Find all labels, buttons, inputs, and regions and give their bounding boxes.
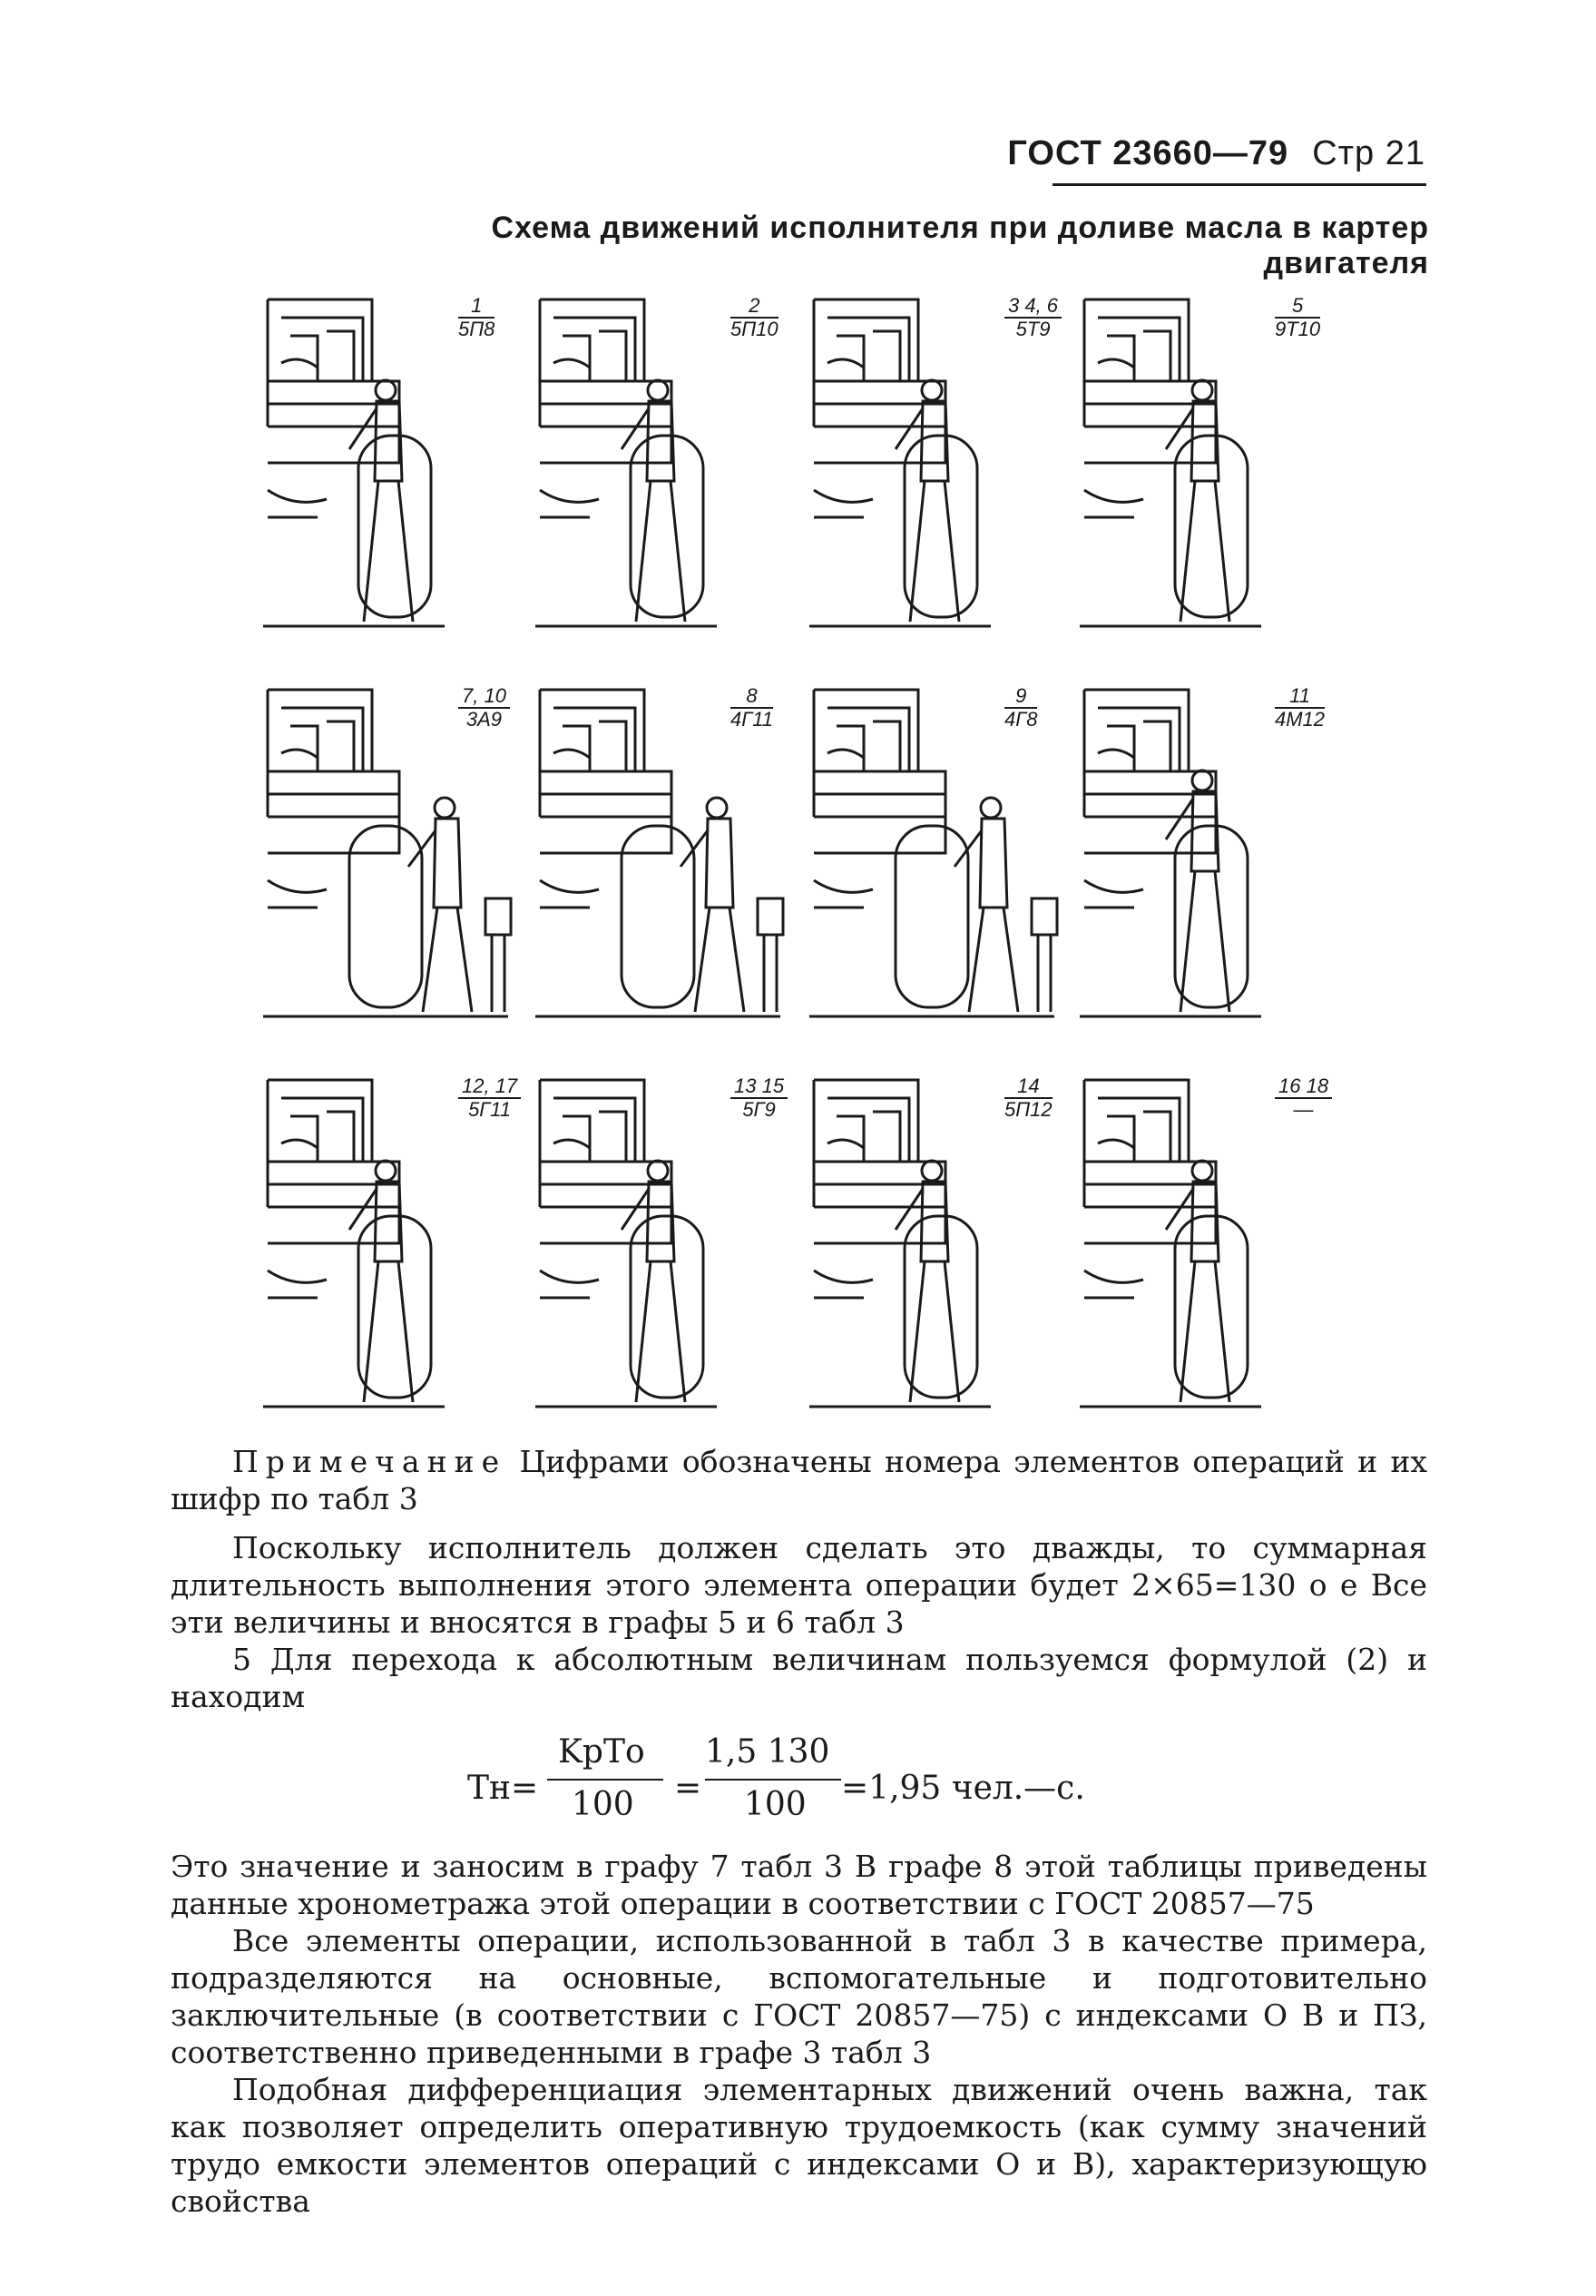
page-number: Стр 21 (1312, 134, 1425, 172)
element-numbers: 11 (1275, 685, 1325, 709)
paragraph-2: 5 Для перехода к абсолютным величинам пользуемся формулой (2) и находим (171, 1642, 1427, 1714)
element-code (1004, 685, 1037, 731)
figure-panel (1080, 672, 1343, 1035)
element-code (730, 1075, 788, 1121)
element-code (1275, 1075, 1332, 1121)
figure-panel (809, 281, 1072, 644)
element-cipher: 4М12 (1275, 708, 1326, 731)
formula-lhs: Тн= (467, 1770, 539, 1807)
element-cipher: 5Т9 (1015, 318, 1051, 340)
element-numbers: 2 (730, 295, 778, 319)
figure-panel (535, 672, 798, 1035)
element-numbers: 13 15 (730, 1075, 788, 1099)
figure-panel (263, 672, 526, 1035)
header-rule (1053, 183, 1426, 186)
formula-num2: 1,5 130 (705, 1733, 830, 1771)
element-cipher: 5Г11 (468, 1098, 512, 1121)
paragraph-4: Все элементы операции, использованной в табл 3 в качестве примера, подразделяются на основные, вспомогательные и подготовительно заключительные (в соответствии с ГОСТ 20857—75) с индексами О В и ПЗ, соответственно приведенными в графе 3 табл 3 (171, 1923, 1427, 2070)
element-code (730, 685, 773, 731)
note-body: Цифрами обозначены номера элементов операций и их шифр по табл 3 (171, 1444, 1428, 1516)
element-numbers: 14 (1004, 1075, 1053, 1099)
element-code (458, 1075, 521, 1121)
standard-number: ГОСТ 23660—79 (1007, 134, 1289, 172)
element-code (730, 295, 778, 340)
element-code (1004, 1075, 1053, 1121)
figure-panel (263, 1062, 526, 1425)
element-numbers: 7, 10 (458, 685, 510, 709)
element-cipher: 5П10 (730, 318, 778, 340)
body-text-2 (171, 1848, 1427, 2220)
element-numbers: 3 4, 6 (1004, 295, 1062, 319)
figure-panel (1080, 281, 1343, 644)
element-code (458, 685, 510, 731)
figure-panel (809, 1062, 1072, 1425)
note-block (171, 1443, 1427, 1517)
element-numbers: 16 18 (1275, 1075, 1332, 1099)
formula-eq: = (674, 1770, 702, 1807)
element-numbers: 1 (458, 295, 494, 319)
element-code (1004, 295, 1062, 340)
element-cipher: — (1293, 1098, 1314, 1121)
element-cipher: 4Г11 (730, 708, 774, 731)
element-cipher: 5Г9 (742, 1098, 776, 1121)
paragraph-1: Поскольку исполнитель должен сделать это дважды, то суммарная длительность выполнения этого элемента операции будет 2×65=130 о е Все эти величины и вносятся в графы 5 и 6 табл 3 (171, 1530, 1427, 1640)
element-numbers: 8 (730, 685, 773, 709)
element-cipher: 5П12 (1004, 1098, 1053, 1121)
figure-panel (263, 281, 526, 644)
page-header (1007, 134, 1425, 173)
note-label: Примечание (232, 1444, 507, 1479)
figure-panel (1080, 1062, 1343, 1425)
element-numbers: 9 (1004, 685, 1037, 709)
fraction-bar-1 (547, 1779, 663, 1781)
formula (467, 1733, 1102, 1842)
formula-den1: 100 (572, 1786, 634, 1823)
body-text-1 (171, 1529, 1427, 1715)
element-numbers: 12, 17 (458, 1075, 521, 1099)
figure-title: Схема движений исполнителя при доливе масла в картер двигателя (491, 211, 1429, 280)
paragraph-3: Это значение и заносим в графу 7 табл 3 В графе 8 этой таблицы приведены данные хронометража этой операции в соответствии с ГОСТ 20857—75 (171, 1849, 1427, 1921)
figure-panel (535, 281, 798, 644)
formula-num1: KрTо (558, 1733, 645, 1771)
element-cipher: 4Г8 (1004, 708, 1038, 731)
element-code (1275, 295, 1320, 340)
formula-result: =1,95 чел.—с. (841, 1770, 1085, 1807)
element-code (1275, 685, 1325, 731)
figure-panel (809, 672, 1072, 1035)
element-cipher: 9Т10 (1275, 318, 1321, 340)
paragraph-5: Подобная дифференциация элементарных движений очень важна, так как позволяет определить оперативную трудоемкость (как сумму значений трудо емкости элементов операций с индексами О и В), характеризующую свойства (171, 2072, 1427, 2219)
element-cipher: 5П8 (458, 318, 495, 340)
figure-panel (535, 1062, 798, 1425)
element-code (458, 295, 494, 340)
element-numbers: 5 (1275, 295, 1320, 319)
formula-den2: 100 (744, 1786, 807, 1823)
fraction-bar-2 (705, 1779, 841, 1781)
element-cipher: 3А9 (465, 708, 503, 731)
